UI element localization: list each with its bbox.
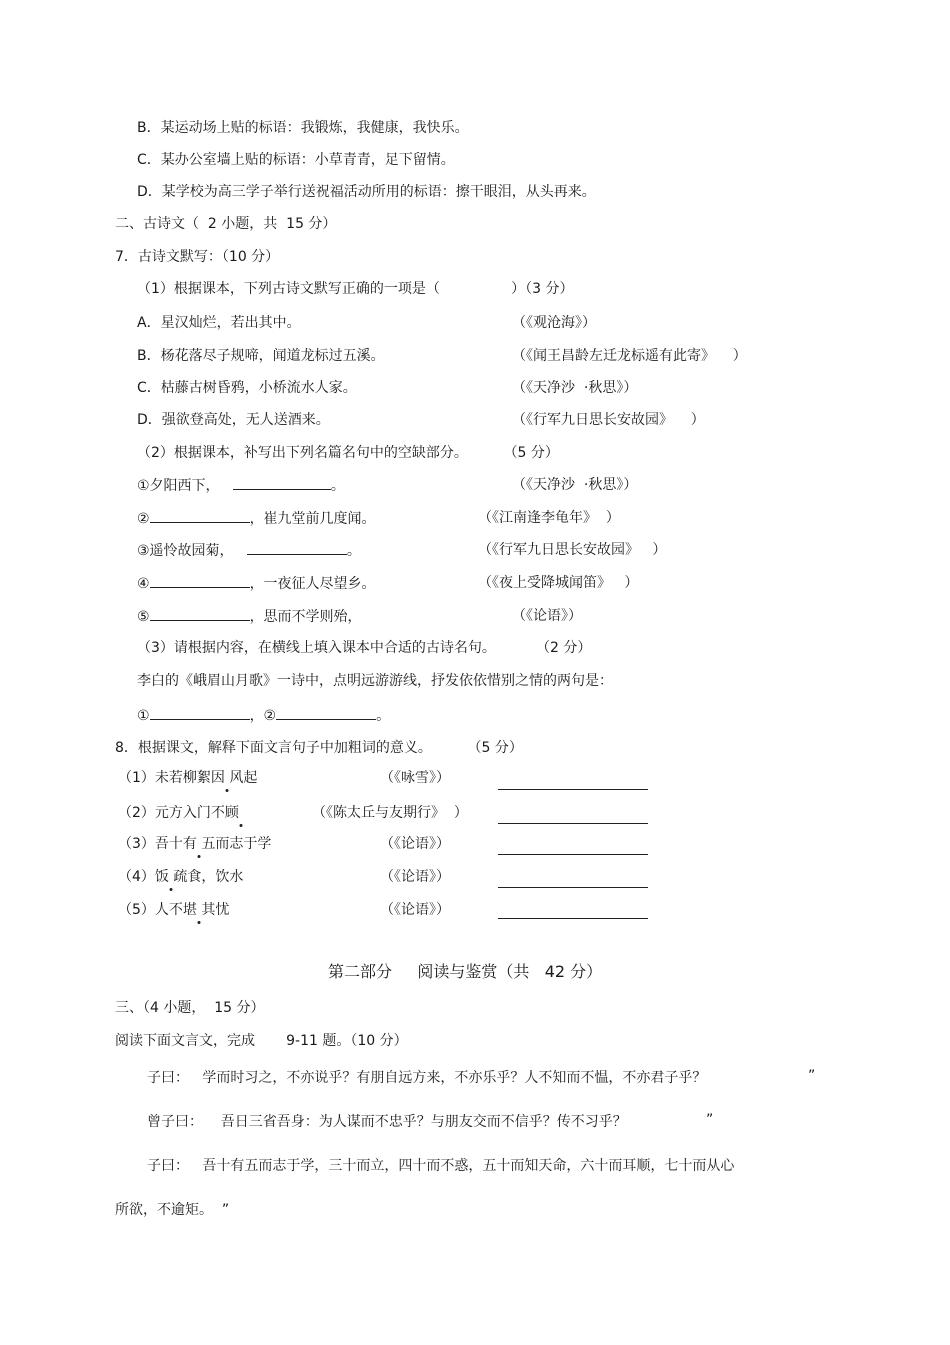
- q8-3-answer-line[interactable]: [498, 853, 648, 855]
- q6-option-c: C．某办公室墙上贴的标语：小草青青，足下留情。: [137, 152, 455, 168]
- fill-2-after: ，崔九堂前几度闻。: [249, 511, 376, 527]
- q8-4-answer-line[interactable]: [498, 886, 648, 888]
- q7-option-b-source: （《闻王昌龄左迁龙标遥有此寄》 ）: [512, 348, 747, 364]
- q7-part1: （1）根据课本，下列古诗文默写正确的一项是（ ）（3 分）: [137, 281, 574, 297]
- q7-part3: （3）请根据内容，在横线上填入课本中合适的古诗名句。 （2 分）: [137, 640, 592, 656]
- q7-option-d-source: （《行军九日思长安故园》 ）: [512, 412, 705, 428]
- passage-line-1: 子曰： 学而时习之，不亦说乎？有朋自远方来，不亦乐乎？人不知而不愠，不亦君子乎？: [147, 1070, 707, 1086]
- q6-option-b: B．某运动场上贴的标语：我锻炼，我健康，我快乐。: [137, 120, 469, 136]
- fill-5-before: ⑤: [137, 609, 150, 625]
- q8-2-num: （2）: [118, 805, 155, 821]
- fill-line-2: [137, 508, 376, 529]
- section2-title: 二、古诗文（ 2 小题，共 15 分）: [115, 216, 337, 232]
- fill-4-before: ④: [137, 576, 150, 592]
- q8-5-pre: 人不堪: [154, 902, 197, 918]
- fill-4-after: ，一夜征人尽望乡。: [249, 576, 376, 592]
- fill-5-source: （《论语》）: [512, 608, 582, 624]
- q8-2-source: （《陈太丘与友期行》 ）: [312, 805, 468, 821]
- part3-mark-2: ，②: [249, 708, 277, 724]
- part3-blank-2[interactable]: [276, 705, 376, 720]
- fill-2-before: ②: [137, 511, 150, 527]
- q8-3-source: （《论语》）: [380, 836, 450, 852]
- q8-5-source: （《论语》）: [380, 902, 450, 918]
- fill-3-source: （《行军九日思长安故园》 ）: [478, 542, 667, 558]
- q8-3-num: （3）: [118, 836, 155, 852]
- q8-4-dot: [169, 869, 173, 885]
- q7-option-a: A．星汉灿烂，若出其中。: [137, 315, 301, 331]
- passage-line-2: 曾子曰： 吾日三省吾身：为人谋而不忠乎？与朋友交而不信乎？传不习乎？: [147, 1114, 627, 1130]
- fill-line-1: [137, 475, 345, 496]
- q7-part3-prompt: 李白的《峨眉山月歌》一诗中，点明远游游线，抒发依依惜别之情的两句是：: [137, 673, 613, 689]
- q6-option-d: D．某学校为高三学子举行送祝福活动所用的标语：擦干眼泪，从头再来。: [137, 184, 596, 200]
- q8-item-4: [118, 867, 243, 887]
- fill-line-5: [137, 606, 362, 627]
- passage-line-2-close: ”: [706, 1112, 714, 1128]
- q8-3-post: 五而志于学: [201, 836, 272, 852]
- q8-2-answer-line[interactable]: [498, 822, 648, 824]
- fill-1-blank[interactable]: [233, 475, 331, 490]
- q7-option-c: C．枯藤古树昏鸦，小桥流水人家。: [137, 380, 357, 396]
- q8-5-num: （5）: [118, 902, 155, 918]
- fill-line-4: [137, 573, 376, 594]
- q8-item-3: [118, 834, 271, 854]
- section3-title: 三、（4 小题， 15 分）: [115, 1000, 265, 1016]
- fill-5-after: ，思而不学则殆，: [249, 609, 362, 625]
- part3-mark-1: ①: [137, 708, 150, 724]
- fill-4-source: （《夜上受降城闻笛》 ）: [478, 575, 639, 591]
- part2-heading: 第二部分 阅读与鉴赏（共 42 分）: [328, 962, 603, 981]
- fill-3-blank[interactable]: [247, 540, 347, 555]
- q8-1-dot: [225, 770, 229, 786]
- q7-option-c-source: （《天净沙 ·秋思》）: [512, 380, 638, 396]
- fill-2-blank[interactable]: [150, 508, 250, 523]
- fill-3-before: ③遥怜故园菊，: [137, 543, 247, 559]
- q8-item-2: [118, 803, 243, 823]
- part3-mark-3: 。: [376, 708, 391, 724]
- q8-4-num: （4）: [118, 869, 155, 885]
- q8-5-answer-line[interactable]: [498, 917, 648, 919]
- q8-4-pre: 饭: [154, 869, 169, 885]
- q8-title: 8．根据课文，解释下面文言句子中加粗词的意义。 （5 分）: [115, 740, 523, 756]
- q8-1-pre: 未若柳絮因: [154, 770, 225, 786]
- passage-line-3: 子曰： 吾十有五而志于学，三十而立，四十而不惑，五十而知天命，六十而耳顺，七十而从心: [147, 1158, 735, 1174]
- fill-3-after: 。: [346, 543, 361, 559]
- q8-1-source: （《咏雪》）: [380, 770, 450, 786]
- fill-1-source: （《天净沙 ·秋思》）: [512, 477, 638, 493]
- q7-part3-answer-line: [137, 705, 390, 726]
- passage-line-1-close: ”: [808, 1068, 816, 1084]
- q8-2-pre: 元方入门不顾: [154, 805, 239, 821]
- q8-5-post: 其忧: [201, 902, 230, 918]
- q7-option-d: D．强欲登高处，无人送酒来。: [137, 412, 330, 428]
- q8-1-post: 风起: [229, 770, 258, 786]
- fill-4-blank[interactable]: [150, 573, 250, 588]
- fill-2-source: （《江南逢李龟年》 ）: [478, 510, 620, 526]
- q7-title: 7．古诗文默写：（10 分）: [115, 249, 280, 265]
- passage-line-4: 所欲，不逾矩。 ”: [115, 1202, 230, 1218]
- q8-3-pre: 吾十有: [154, 836, 197, 852]
- part3-blank-1[interactable]: [150, 705, 250, 720]
- q8-5-dot: [197, 902, 201, 918]
- q8-1-answer-line[interactable]: [498, 788, 648, 790]
- q8-4-post: 疏食，饮水: [173, 869, 244, 885]
- q8-1-num: （1）: [118, 770, 155, 786]
- q8-item-5: [118, 900, 229, 920]
- q8-item-1: [118, 768, 257, 788]
- fill-5-blank[interactable]: [150, 606, 250, 621]
- fill-1-before: ①夕阳西下，: [137, 478, 233, 494]
- q7-option-a-source: （《观沧海》）: [512, 315, 596, 331]
- fill-line-3: [137, 540, 361, 561]
- q7-option-b: B．杨花落尽子规啼，闻道龙标过五溪。: [137, 348, 385, 364]
- q8-2-dot: [239, 805, 243, 821]
- q8-4-source: （《论语》）: [380, 869, 450, 885]
- fill-1-after: 。: [330, 478, 345, 494]
- q8-3-dot: [197, 836, 201, 852]
- q7-part2: （2）根据课本，补写出下列名篇名句中的空缺部分。 （5 分）: [137, 445, 559, 461]
- reading-intro: 阅读下面文言文，完成 9-11 题。（10 分）: [115, 1033, 408, 1049]
